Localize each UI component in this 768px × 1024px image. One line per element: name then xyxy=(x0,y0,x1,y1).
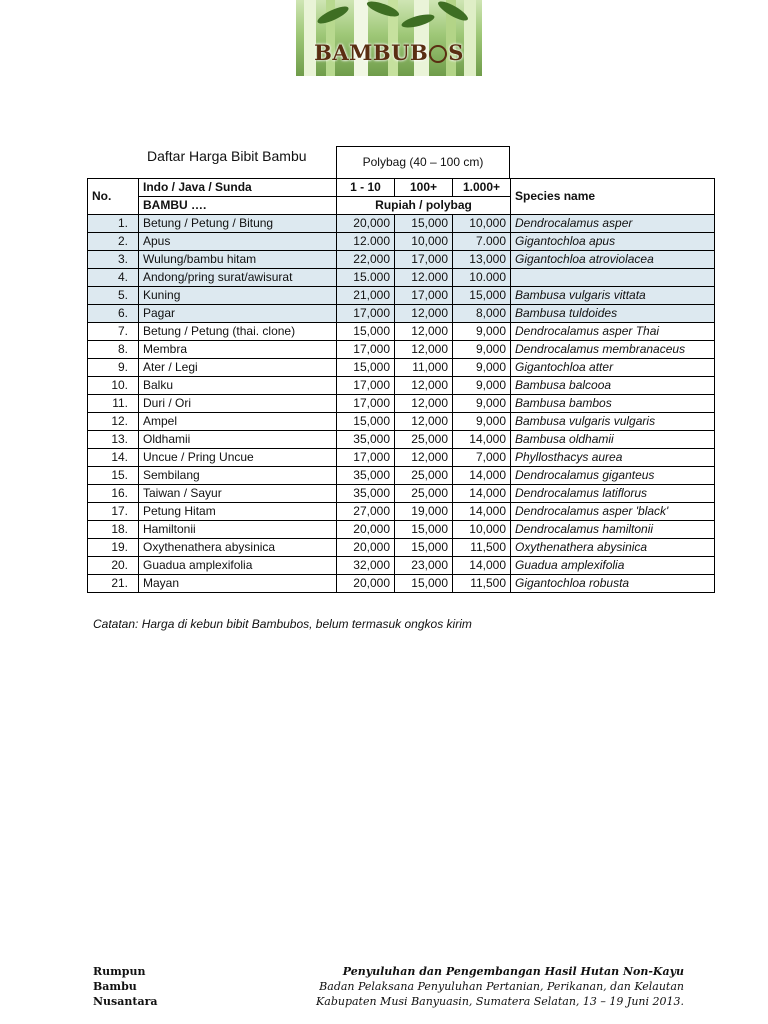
row-name: Mayan xyxy=(139,575,337,593)
row-price-100: 12,000 xyxy=(395,395,453,413)
row-species: Bambusa vulgaris vulgaris xyxy=(511,413,715,431)
header-species: Species name xyxy=(511,179,715,215)
row-price-100: 15,000 xyxy=(395,575,453,593)
row-price-100: 12,000 xyxy=(395,305,453,323)
row-price-1-10: 20,000 xyxy=(337,215,395,233)
row-price-1000: 7,000 xyxy=(453,449,511,467)
row-price-1-10: 15,000 xyxy=(337,359,395,377)
page-title: Daftar Harga Bibit Bambu xyxy=(147,148,307,164)
row-name: Betung / Petung / Bitung xyxy=(139,215,337,233)
row-price-100: 25,000 xyxy=(395,485,453,503)
row-price-100: 15,000 xyxy=(395,539,453,557)
table-row xyxy=(88,341,715,359)
row-price-1-10: 22,000 xyxy=(337,251,395,269)
row-species xyxy=(511,269,715,287)
table-row xyxy=(88,431,715,449)
row-price-1-10: 20,000 xyxy=(337,521,395,539)
logo-emblem-icon xyxy=(429,45,447,63)
row-species: Dendrocalamus giganteus xyxy=(511,467,715,485)
row-species: Bambusa balcooa xyxy=(511,377,715,395)
row-price-1000: 14,000 xyxy=(453,431,511,449)
footer-left-line: Nusantara xyxy=(93,995,158,1008)
table-row xyxy=(88,539,715,557)
row-price-1-10: 20,000 xyxy=(337,575,395,593)
row-number: 16. xyxy=(88,485,139,503)
row-number: 9. xyxy=(88,359,139,377)
row-price-100: 15,000 xyxy=(395,215,453,233)
table-row xyxy=(88,233,715,251)
row-name: Duri / Ori xyxy=(139,395,337,413)
row-price-1000: 11,500 xyxy=(453,575,511,593)
table-row xyxy=(88,287,715,305)
row-price-100: 12,000 xyxy=(395,341,453,359)
table-row xyxy=(88,413,715,431)
row-name: Balku xyxy=(139,377,337,395)
row-price-1-10: 35,000 xyxy=(337,431,395,449)
row-number: 3. xyxy=(88,251,139,269)
row-name: Guadua amplexifolia xyxy=(139,557,337,575)
row-price-1-10: 35,000 xyxy=(337,467,395,485)
row-price-1000: 14,000 xyxy=(453,485,511,503)
row-species: Dendrocalamus latiflorus xyxy=(511,485,715,503)
row-price-1000: 15,000 xyxy=(453,287,511,305)
row-species: Dendrocalamus asper xyxy=(511,215,715,233)
row-number: 21. xyxy=(88,575,139,593)
bambubos-logo xyxy=(296,0,482,76)
footer-right xyxy=(316,964,684,1009)
row-price-1-10: 20,000 xyxy=(337,539,395,557)
price-note: Catatan: Harga di kebun bibit Bambubos, belum termasuk ongkos kirim xyxy=(93,617,472,631)
row-species: Bambusa tuldoides xyxy=(511,305,715,323)
header-qty-1: 1 - 10 xyxy=(337,179,395,197)
row-number: 5. xyxy=(88,287,139,305)
row-number: 4. xyxy=(88,269,139,287)
row-number: 18. xyxy=(88,521,139,539)
row-name: Apus xyxy=(139,233,337,251)
row-price-1000: 14,000 xyxy=(453,557,511,575)
row-species: Bambusa oldhamii xyxy=(511,431,715,449)
row-price-100: 25,000 xyxy=(395,431,453,449)
footer-left xyxy=(93,964,158,1009)
row-name: Pagar xyxy=(139,305,337,323)
row-price-1-10: 15.000 xyxy=(337,269,395,287)
row-name: Taiwan / Sayur xyxy=(139,485,337,503)
row-price-1000: 9,000 xyxy=(453,323,511,341)
row-number: 12. xyxy=(88,413,139,431)
row-price-1000: 9,000 xyxy=(453,395,511,413)
table-row xyxy=(88,521,715,539)
footer-title: Penyuluhan dan Pengembangan Hasil Hutan Non-Kayu xyxy=(342,965,684,978)
row-number: 14. xyxy=(88,449,139,467)
row-price-1-10: 35,000 xyxy=(337,485,395,503)
footer-left-line: Rumpun xyxy=(93,965,146,978)
row-number: 1. xyxy=(88,215,139,233)
table-row xyxy=(88,215,715,233)
header-no: No. xyxy=(88,179,139,215)
row-price-1000: 7.000 xyxy=(453,233,511,251)
row-name: Oxythenathera abysinica xyxy=(139,539,337,557)
row-name: Oldhamii xyxy=(139,431,337,449)
row-number: 13. xyxy=(88,431,139,449)
row-price-100: 12,000 xyxy=(395,377,453,395)
row-name: Betung / Petung (thai. clone) xyxy=(139,323,337,341)
footer-location: Kabupaten Musi Banyuasin, Sumatera Selatan, 13 – 19 Juni 2013. xyxy=(316,995,684,1008)
row-number: 7. xyxy=(88,323,139,341)
row-number: 15. xyxy=(88,467,139,485)
row-price-1000: 9,000 xyxy=(453,359,511,377)
row-price-1-10: 12.000 xyxy=(337,233,395,251)
row-number: 8. xyxy=(88,341,139,359)
row-species: Dendrocalamus hamiltonii xyxy=(511,521,715,539)
row-price-100: 17,000 xyxy=(395,251,453,269)
row-price-100: 10,000 xyxy=(395,233,453,251)
row-name: Ampel xyxy=(139,413,337,431)
row-price-1000: 9,000 xyxy=(453,413,511,431)
row-species: Dendrocalamus asper 'black' xyxy=(511,503,715,521)
row-price-1-10: 15,000 xyxy=(337,413,395,431)
row-price-1-10: 17,000 xyxy=(337,395,395,413)
row-price-1000: 10,000 xyxy=(453,215,511,233)
row-species: Phyllosthacys aurea xyxy=(511,449,715,467)
row-price-1000: 14,000 xyxy=(453,503,511,521)
row-price-1000: 9,000 xyxy=(453,377,511,395)
row-number: 20. xyxy=(88,557,139,575)
row-name: Uncue / Pring Uncue xyxy=(139,449,337,467)
row-price-100: 12,000 xyxy=(395,449,453,467)
row-species: Dendrocalamus asper Thai xyxy=(511,323,715,341)
row-price-100: 12.000 xyxy=(395,269,453,287)
row-number: 2. xyxy=(88,233,139,251)
row-species: Gigantochloa apus xyxy=(511,233,715,251)
logo-wordmark: BAMBUB S xyxy=(314,40,464,65)
row-name: Kuning xyxy=(139,287,337,305)
row-species: Dendrocalamus membranaceus xyxy=(511,341,715,359)
row-species: Gigantochloa atter xyxy=(511,359,715,377)
row-price-1-10: 15,000 xyxy=(337,323,395,341)
row-number: 19. xyxy=(88,539,139,557)
header-qty-2: 100+ xyxy=(395,179,453,197)
row-price-1-10: 32,000 xyxy=(337,557,395,575)
row-price-1000: 11,500 xyxy=(453,539,511,557)
row-species: Guadua amplexifolia xyxy=(511,557,715,575)
row-price-1-10: 21,000 xyxy=(337,287,395,305)
row-price-100: 19,000 xyxy=(395,503,453,521)
row-price-1000: 13,000 xyxy=(453,251,511,269)
row-number: 11. xyxy=(88,395,139,413)
price-table xyxy=(87,178,715,593)
table-row xyxy=(88,359,715,377)
polybag-header: Polybag (40 – 100 cm) xyxy=(336,146,510,178)
table-row xyxy=(88,449,715,467)
header-name-bottom: BAMBU …. xyxy=(139,197,337,215)
row-number: 17. xyxy=(88,503,139,521)
row-name: Ater / Legi xyxy=(139,359,337,377)
row-number: 10. xyxy=(88,377,139,395)
row-price-1000: 9,000 xyxy=(453,341,511,359)
row-species: Gigantochloa atroviolacea xyxy=(511,251,715,269)
row-price-100: 12,000 xyxy=(395,323,453,341)
row-price-1-10: 17,000 xyxy=(337,449,395,467)
row-price-100: 11,000 xyxy=(395,359,453,377)
table-row xyxy=(88,323,715,341)
row-price-1000: 10.000 xyxy=(453,269,511,287)
row-price-1000: 10,000 xyxy=(453,521,511,539)
row-name: Andong/pring surat/awisurat xyxy=(139,269,337,287)
header-qty-3: 1.000+ xyxy=(453,179,511,197)
row-price-100: 25,000 xyxy=(395,467,453,485)
table-row xyxy=(88,503,715,521)
table-row xyxy=(88,485,715,503)
table-row xyxy=(88,305,715,323)
row-price-1-10: 27,000 xyxy=(337,503,395,521)
row-price-1000: 14,000 xyxy=(453,467,511,485)
row-name: Wulung/bambu hitam xyxy=(139,251,337,269)
row-price-100: 12,000 xyxy=(395,413,453,431)
row-name: Membra xyxy=(139,341,337,359)
table-row xyxy=(88,557,715,575)
table-row xyxy=(88,269,715,287)
header-name-top: Indo / Java / Sunda xyxy=(139,179,337,197)
row-name: Hamiltonii xyxy=(139,521,337,539)
row-price-100: 23,000 xyxy=(395,557,453,575)
row-price-1-10: 17,000 xyxy=(337,305,395,323)
row-price-1000: 8,000 xyxy=(453,305,511,323)
footer-agency: Badan Pelaksana Penyuluhan Pertanian, Perikanan, dan Kelautan xyxy=(319,980,684,993)
row-species: Bambusa bambos xyxy=(511,395,715,413)
table-row xyxy=(88,251,715,269)
row-name: Sembilang xyxy=(139,467,337,485)
row-species: Oxythenathera abysinica xyxy=(511,539,715,557)
row-price-1-10: 17,000 xyxy=(337,341,395,359)
row-name: Petung Hitam xyxy=(139,503,337,521)
table-row xyxy=(88,467,715,485)
footer-left-line: Bambu xyxy=(93,980,137,993)
row-number: 6. xyxy=(88,305,139,323)
row-species: Gigantochloa robusta xyxy=(511,575,715,593)
table-row xyxy=(88,377,715,395)
table-row xyxy=(88,395,715,413)
header-unit: Rupiah / polybag xyxy=(337,197,511,215)
row-species: Bambusa vulgaris vittata xyxy=(511,287,715,305)
row-price-100: 15,000 xyxy=(395,521,453,539)
row-price-1-10: 17,000 xyxy=(337,377,395,395)
table-row xyxy=(88,575,715,593)
row-price-100: 17,000 xyxy=(395,287,453,305)
